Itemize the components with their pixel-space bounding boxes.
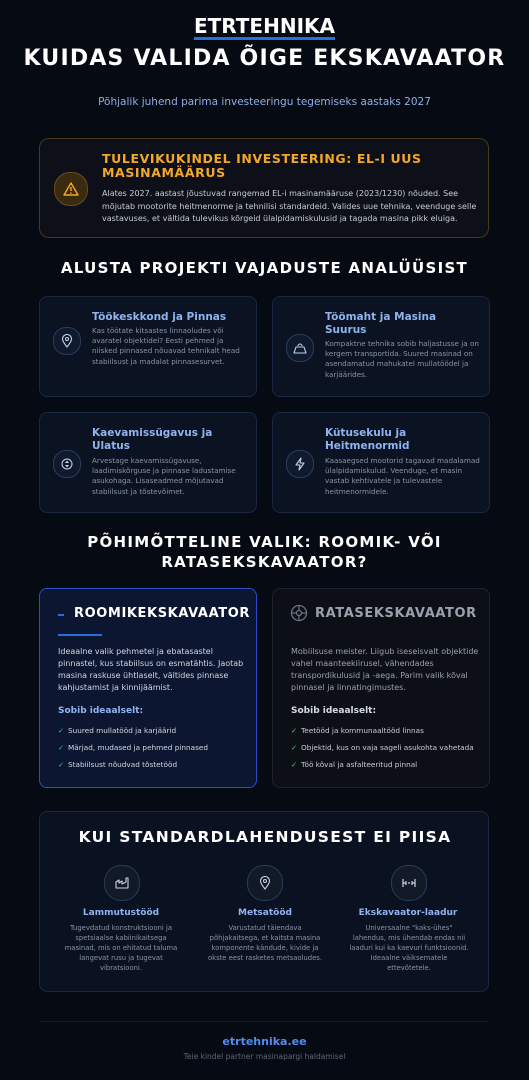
check-icon: ✓ [58,760,65,769]
list-item: ✓ Suured mullatööd ja karjäärid [58,726,177,735]
check-icon: ✓ [291,726,298,735]
regulation-alert [39,138,489,238]
choice-heading: PÕHIMÕTTELINE VALIK: ROOMIK- VÕI RATASEKSKAVAATOR? [87,533,442,571]
special-item-text: Varustatud täiendava põhjakaitsega, et kaitsta masina komponente kändude, kivide ja okste eest rasketes metsaoludes. [207,924,323,962]
crawler-marker [58,614,64,616]
page-title: KUIDAS VALIDA ÕIGE EKSKAVAATOR [23,46,506,71]
footer-tagline: Teie kindel partner masinapargi haldamisel [183,1052,346,1061]
needs-card-environment [39,296,257,397]
needs-heading: ALUSTA PROJEKTI VAJADUSTE ANALÜÜSIST [60,259,469,277]
wheeled-text: Mobiilsuse meister. Liigub iseseisvalt objektide vahel maanteekiirusel, vähendades transpordikulusid ja -aega. Parim valik kõval pinnasel ja linnatingimustes. [291,647,479,692]
check-icon: ✓ [58,743,65,752]
wheel-icon [290,604,308,626]
special-item-text: Universaalne "kaks-ühes" lahendus, mis ühendab endas nii laaduri kui ka kaevuri funktsioonid. Ideaalne väiksematele ettevõtetele. [349,924,469,972]
tree-pin-icon [247,865,283,901]
special-heading: KUI STANDARDLAHENDUSEST EI PIISA [78,828,452,846]
crawler-text: Ideaalne valik pehmetel ja ebatasastel pinnastel, kus stabiilsus on esmatähtis. Jaotab masina raskuse ühtlaselt, vältides pinnase kahjustamist ja kinnijäämist. [58,647,244,692]
crawler-card [39,588,257,788]
list-item: ✓ Töö kõval ja asfalteeritud pinnal [291,760,418,769]
check-icon: ✓ [58,726,65,735]
list-item: ✓ Stabiilsust nõudvad tõstetööd [58,760,178,769]
wheeled-suitable-label: Sobib ideaalselt: [291,706,377,716]
check-icon: ✓ [291,760,298,769]
footer-divider [39,1021,489,1022]
page-subtitle: Põhjalik juhend parima investeeringu tegemiseks aastaks 2027 [98,96,431,108]
special-item-title: Lammutustööd [82,908,160,918]
lightning-icon [286,450,314,478]
card-text: Kaasaegsed mootorid tagavad madalamad ülalpidamiskulud. Veenduge, et masin vastab kehtivatele ja tulevastele heitmenormidele. [325,456,480,496]
warning-icon [54,172,88,206]
needs-card-fuel [272,412,490,513]
crawler-suitable-label: Sobib ideaalselt: [58,706,144,716]
list-item: ✓ Teetööd ja kommunaaltööd linnas [291,726,424,735]
card-title: Kütusekulu ja Heitmenormid [325,427,410,452]
wheeled-card [272,588,490,788]
needs-card-depth [39,412,257,513]
list-item: ✓ Objektid, kus on vaja sageli asukohta vahetada [291,743,474,752]
factory-icon [104,865,140,901]
special-section [39,811,489,992]
special-item-title: Ekskavaator-laadur [358,908,458,918]
depth-arrows-icon [53,450,81,478]
special-item-text: Tugevdatud konstruktsiooni ja spetsiaalse kabiinikaitsega masinad, mis on ehitatud taluma langevat rusu ja tugevat vibratsiooni. [64,924,178,972]
needs-card-volume [272,296,490,397]
brand-logo[interactable]: ETRTEHNIKA [193,14,335,38]
special-item-title: Metsatööd [238,908,292,918]
card-text: Kas töötate kitsastes linnaoludes või avaratel objektidel? Eesti pehmed ja niisked pinnased nõuavad tehnikalt head stabiilsust ja madalat pinnasesurvet. [92,326,240,366]
alert-title: TULEVIKUKINDEL INVESTEERING: EL-I UUS MASINAMÄÄRUS [102,151,422,180]
card-title: Kaevamissügavus ja Ulatus [92,427,213,452]
footer-website-link[interactable]: etrtehnika.ee [222,1035,307,1048]
list-item: ✓ Märjad, mudased ja pehmed pinnased [58,743,209,752]
card-text: Arvestage kaevamissügavuse, laadimiskõrguse ja pinnase ladustamise asukohaga. Lisaseadmed mõjutavad stabiilsust ja tõstevõimet. [92,456,236,496]
card-title: Töömaht ja Masina Suurus [325,311,437,336]
card-title: Töökeskkond ja Pinnas [92,311,227,323]
crawler-title: ROOMIKEKSKAVAATOR [74,606,250,621]
backhoe-icon [391,865,427,901]
card-text: Kompaktne tehnika sobib haljastusse ja on kergem transportida. Suured masinad on asendamatud mahukatel mullatöödel ja karjäärides. [325,339,479,379]
weight-icon [286,334,314,362]
alert-text: Alates 2027. aastast jõustuvad rangemad EL-i masinamääruse (2023/1230) nõuded. See mõjutab mootorite heitmenorme ja tehnilisi standardeid. Valides uue tehnika, veenduge selle vastavuses, et vältida tulevikus kõrgeid ülalpidamiskulusid ja tagada masina pikk eluiga. [102,189,477,223]
location-pin-icon [53,327,81,355]
wheeled-title: RATASEKSKAVAATOR [315,606,477,621]
crawler-underline [58,634,102,636]
check-icon: ✓ [291,743,298,752]
